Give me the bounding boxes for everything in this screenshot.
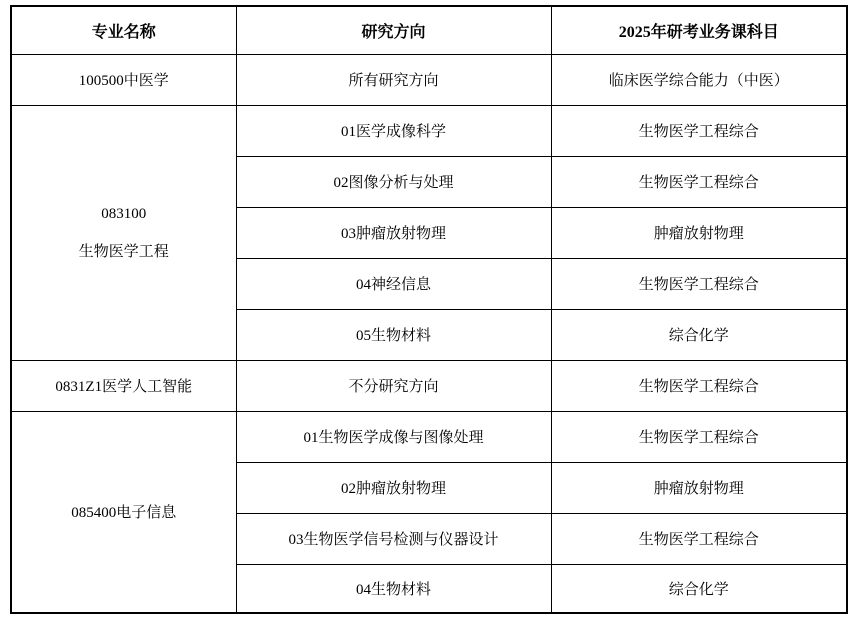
cell-exam-subject: 生物医学工程综合 <box>551 513 847 564</box>
admissions-table <box>10 5 848 614</box>
header-research-direction: 研究方向 <box>236 6 551 54</box>
cell-exam-subject: 综合化学 <box>551 564 847 613</box>
cell-major-name-group <box>11 105 236 360</box>
cell-exam-subject: 临床医学综合能力（中医） <box>551 54 847 105</box>
cell-research-direction: 01生物医学成像与图像处理 <box>236 411 551 462</box>
cell-exam-subject: 肿瘤放射物理 <box>551 462 847 513</box>
major-code: 083100 <box>101 205 147 222</box>
cell-research-direction: 03生物医学信号检测与仪器设计 <box>236 513 551 564</box>
major-title: 生物医学工程 <box>78 243 169 260</box>
cell-exam-subject: 生物医学工程综合 <box>551 156 847 207</box>
cell-exam-subject: 肿瘤放射物理 <box>551 207 847 258</box>
cell-research-direction: 01医学成像科学 <box>236 105 551 156</box>
cell-research-direction: 不分研究方向 <box>236 360 551 411</box>
cell-exam-subject: 生物医学工程综合 <box>551 258 847 309</box>
table-row <box>11 360 847 411</box>
table-row <box>11 54 847 105</box>
cell-exam-subject: 生物医学工程综合 <box>551 411 847 462</box>
cell-exam-subject: 综合化学 <box>551 309 847 360</box>
header-exam-subject: 2025年研考业务课科目 <box>551 6 847 54</box>
cell-research-direction: 03肿瘤放射物理 <box>236 207 551 258</box>
cell-major-name: 100500中医学 <box>11 54 236 105</box>
cell-research-direction: 04生物材料 <box>236 564 551 613</box>
cell-research-direction: 04神经信息 <box>236 258 551 309</box>
cell-exam-subject: 生物医学工程综合 <box>551 105 847 156</box>
cell-exam-subject: 生物医学工程综合 <box>551 360 847 411</box>
cell-research-direction: 02肿瘤放射物理 <box>236 462 551 513</box>
cell-major-name: 0831Z1医学人工智能 <box>11 360 236 411</box>
cell-research-direction: 05生物材料 <box>236 309 551 360</box>
table-header-row <box>11 6 847 54</box>
cell-research-direction: 02图像分析与处理 <box>236 156 551 207</box>
header-major-name: 专业名称 <box>11 6 236 54</box>
table-row <box>11 411 847 462</box>
cell-research-direction: 所有研究方向 <box>236 54 551 105</box>
cell-major-name-group: 085400电子信息 <box>11 411 236 613</box>
table-row <box>11 105 847 156</box>
